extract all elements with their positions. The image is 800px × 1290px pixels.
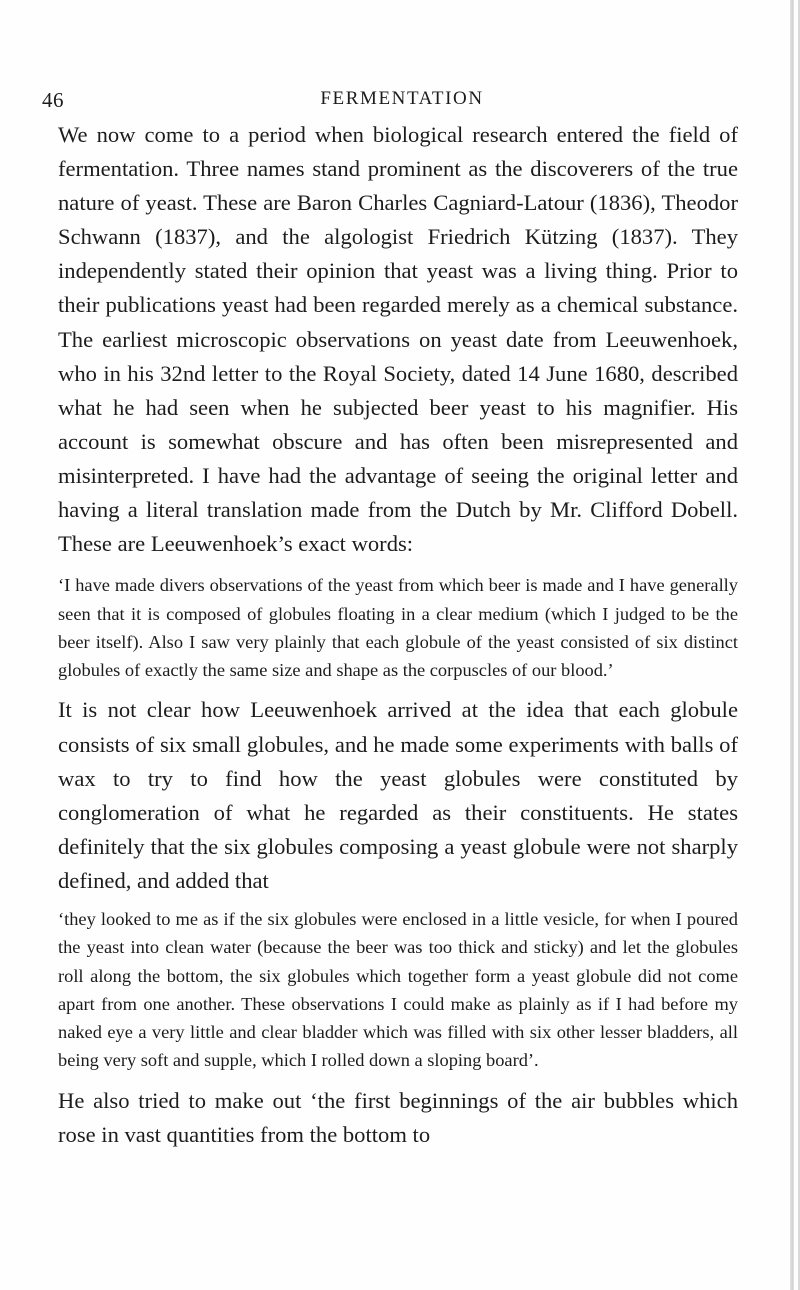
page-header — [42, 86, 762, 116]
paragraph-1: We now come to a period when biological research entered the field of fermentation. Three names stand prominent as the discoverers of the true nature of yeast. These are Baron Charles Cagniard-Latour (1836), Theodor Schwann (1837), and the algologist Friedrich Kützing (1837). They independently stated their opinion that yeast was a living thing. Prior to their publications yeast had been regarded merely as a chemical substance. The earliest microscopic observations on yeast date from Leeuwenhoek, who in his 32nd letter to the Royal Society, dated 14 June 1680, described what he had seen when he subjected beer yeast to his magnifier. His account is somewhat obscure and has often been misrepresented and misinterpreted. I have had the advantage of seeing the original letter and having a literal translation made from the Dutch by Mr. Clifford Dobell. These are Leeuwenhoek’s exact words: — [58, 122, 738, 557]
page-edge-shadow — [790, 0, 794, 1290]
page-body — [58, 118, 738, 1152]
paragraph-2: It is not clear how Leeuwenhoek arrived at the idea that each globule consists of six small globules, and he made some experiments with balls of wax to try to find how the yeast globules were constituted by conglomeration of what he regarded as their constituents. He states definitely that the six globules composing a yeast globule were not sharply defined, and added that — [58, 697, 738, 893]
page-number: 46 — [42, 88, 64, 112]
paragraph-3: He also tried to make out ‘the first beginnings of the air bubbles which rose in vast quantities from the bottom to — [58, 1087, 738, 1147]
block-quote-1: ‘I have made divers observations of the yeast from which beer is made and I have generally seen that it is composed of globules floating in a clear medium (which I judged to be the beer itself). Also I saw very plainly that each globule of the yeast consisted of six distinct globules of exactly the same size and shape as the corpuscles of our blood.’ — [58, 575, 738, 681]
block-quote-2: ‘they looked to me as if the six globules were enclosed in a little vesicle, for when I poured the yeast into clean water (because the beer was too thick and sticky) and let the globules roll along the bottom, the six globules which together form a yeast globule did not come apart from one another. These observations I could make as plainly as if I had before my naked eye a very little and clear bladder which was filled with six other lesser bladders, all being very soft and supple, which I rolled down a sloping board’. — [58, 908, 738, 1071]
running-head: FERMENTATION — [320, 88, 484, 109]
